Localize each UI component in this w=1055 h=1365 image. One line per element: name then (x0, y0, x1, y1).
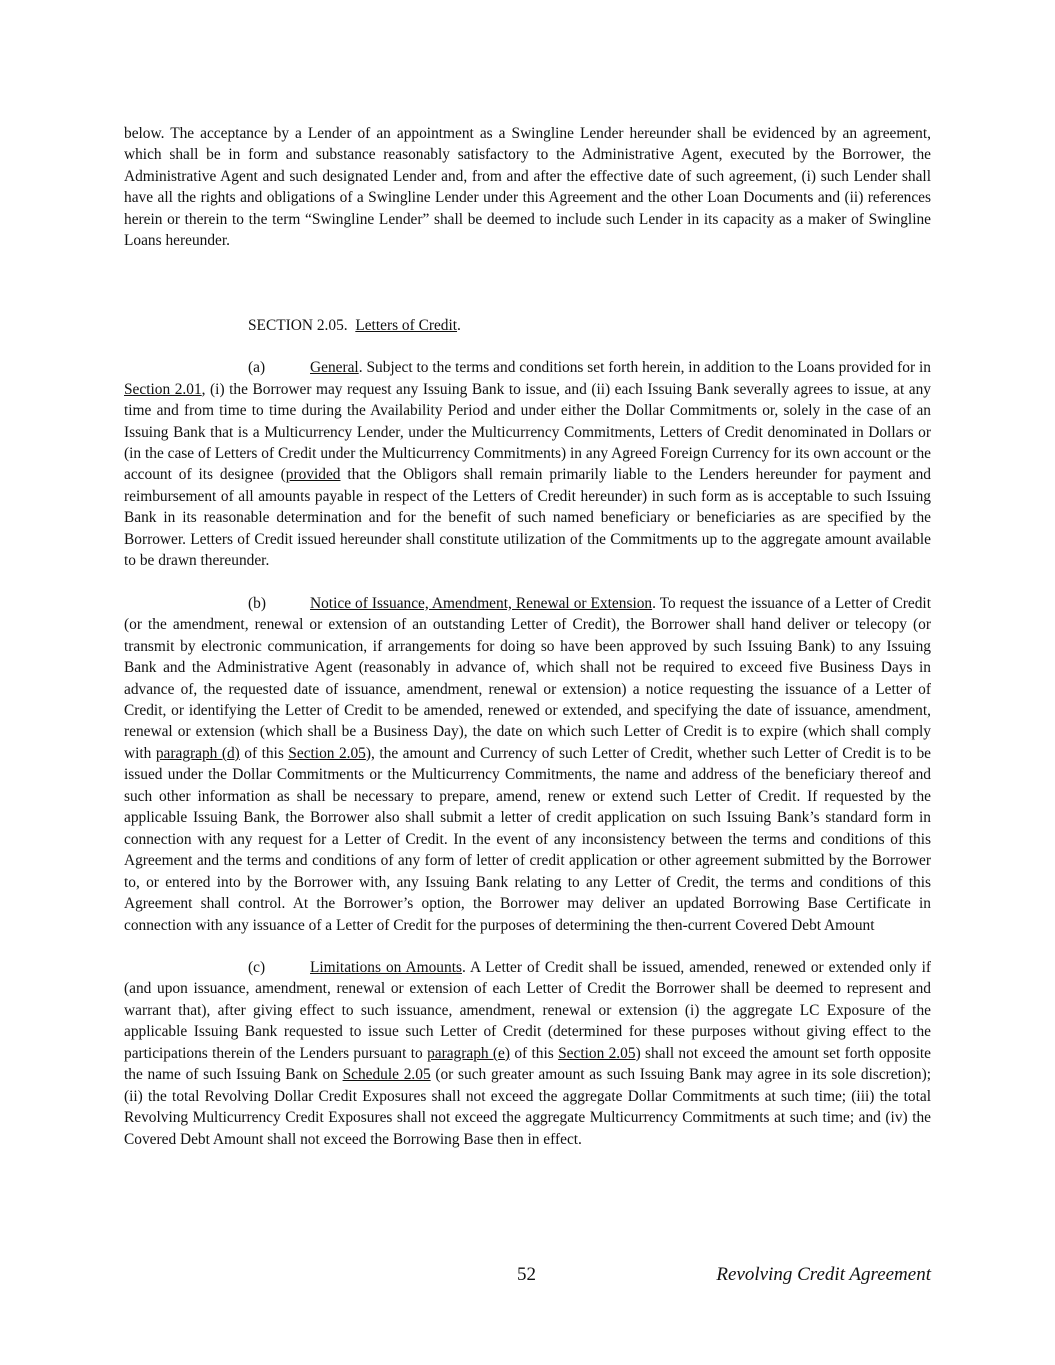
cross-reference: paragraph (e) (427, 1044, 511, 1062)
document-page (124, 123, 931, 1150)
section-heading (124, 315, 931, 336)
paragraph-text: . Subject to the terms and conditions set forth herein, in addition to the Loans provided for in (358, 359, 931, 377)
paragraph-a (124, 357, 931, 572)
paragraph-c (124, 957, 931, 1150)
paragraph-text: that the Obligors shall remain primarily liable to the Lenders hereunder for payment and reimbursement of all amounts payable in respect of the Letters of Credit hereunder) in such form as is acceptable to such Issuing Bank in its reasonable determination and for the benefit of such named beneficiary or beneficiaries as are specified by the Borrower. Letters of Credit issued hereunder shall constitute utilization of the Commitments up to the aggregate amount available to be drawn thereunder. (124, 466, 932, 570)
cross-reference: provided (285, 466, 341, 484)
cross-reference: Notice of Issuance, Amendment, Renewal or Extension (310, 594, 653, 612)
paragraph-label: (c) (248, 958, 266, 976)
cross-reference: Schedule 2.05 (342, 1066, 431, 1084)
paragraph-text: of this (510, 1044, 559, 1062)
section-number: SECTION 2.05. (248, 316, 348, 334)
cross-reference: General (310, 359, 359, 377)
paragraph-text: , (i) the Borrower may request any Issuing Bank to issue, and (ii) each Issuing Bank severally agrees to issue, at any time and from time to time during the Availability Period and under either the Dollar Commitments or, solely in the case of an Issuing Bank that is a Multicurrency Lender, under the Multicurrency Commitments, Letters of Credit denominated in Dollars or (in the case of Letters of Credit under the Multicurrency Commitments) in any Agreed Foreign Currency for its own account or the account of its designee ( (124, 380, 931, 484)
paragraph-text: ) shall not exceed the amount set forth opposite the name of such Issuing Bank on (124, 1044, 931, 1084)
paragraph-text: . To request the issuance of a Letter of Credit (or the amendment, renewal or extension of an outstanding Letter of Credit), the Borrower shall hand deliver or telecopy (or transmit by electronic communication, if arrangements for doing so have been approved by such Issuing Bank) to any Issuing Bank and the Administrative Agent (reasonably in advance of, which shall not be required to exceed five Business Days in advance of, the requested date of issuance, amendment, renewal or extension) a notice requesting the issuance of a Letter of Credit, or identifying the Letter of Credit to be amended, renewed or extended, and specifying the date of issuance, amendment, renewal or extension (which shall be a Business Day), the date on which such Letter of Credit is to expire (which shall comply with (124, 594, 931, 762)
paragraph-b (124, 593, 931, 936)
section-paragraphs (124, 357, 931, 1150)
intro-paragraph: below. The acceptance by a Lender of an appointment as a Swingline Lender hereunder shall be evidenced by an agreement, which shall be in form and substance reasonably satisfactory to the Administrative Agent, executed by the Borrower, the Administrative Agent and such designated Lender and, from and after the effective date of such agreement, (i) such Lender shall have all the rights and obligations of a Swingline Lender under this Agreement and the other Loan Documents and (ii) references herein or therein to the term “Swingline Lender” shall be deemed to include such Lender in its capacity as a maker of Swingline Loans hereunder. (124, 125, 931, 250)
cross-reference: paragraph (d) (155, 744, 240, 762)
cross-reference: Section 2.01 (124, 380, 202, 398)
cross-reference: Section 2.05 (288, 744, 366, 762)
paragraph-text: ), the amount and Currency of such Letter of Credit, whether such Letter of Credit is to be issued under the Dollar Commitments or the Multicurrency Commitments, the name and address of the beneficiary thereof and such other information as shall be necessary to prepare, amend, renew or extend such Letter of Credit. If requested by the applicable Issuing Bank, the Borrower also shall submit a letter of credit application on such Issuing Bank’s standard form in connection with any request for a Letter of Credit. In the event of any inconsistency between the terms and conditions of this Agreement and the terms and conditions of any form of letter of credit application or other agreement submitted by the Borrower to, or entered into by the Borrower with, any Issuing Bank relating to any Letter of Credit, the terms and conditions of this Agreement shall control. At the Borrower’s option, the Borrower may deliver an updated Borrowing Base Certificate in connection with any issuance of a Letter of Credit for the purposes of determining the then-current Covered Debt Amount (124, 744, 931, 934)
section-title-period: . (457, 316, 461, 334)
document-title: Revolving Credit Agreement (716, 1264, 931, 1285)
paragraph-label: (a) (248, 359, 266, 377)
cross-reference: Section 2.05 (558, 1044, 636, 1062)
paragraph-text: . A Letter of Credit shall be issued, amended, renewed or extended only if (and upon issuance, amendment, renewal or extension of each Letter of Credit the Borrower shall be deemed to represent and warrant that), after giving effect to such issuance, amendment, renewal or extension (i) the aggregate LC Exposure of the applicable Issuing Bank requested to issue such Letter of Credit (determined for these purposes without giving effect to the participations therein of the Lenders pursuant to (124, 958, 931, 1062)
paragraph-text: (or such greater amount as such Issuing Bank may agree in its sole discretion); (ii) the total Revolving Dollar Credit Exposures shall not exceed the aggregate Dollar Commitments at such time; (iii) the total Revolving Multicurrency Credit Exposures shall not exceed the aggregate Multicurrency Commitments at such time; and (iv) the Covered Debt Amount shall not exceed the Borrowing Base then in effect. (124, 1066, 931, 1148)
paragraph-text: of this (239, 744, 289, 762)
paragraph-label: (b) (248, 594, 266, 612)
section-title: Letters of Credit (355, 316, 458, 334)
page-number: 52 (517, 1264, 536, 1285)
cross-reference: Limitations on Amounts (310, 958, 462, 976)
